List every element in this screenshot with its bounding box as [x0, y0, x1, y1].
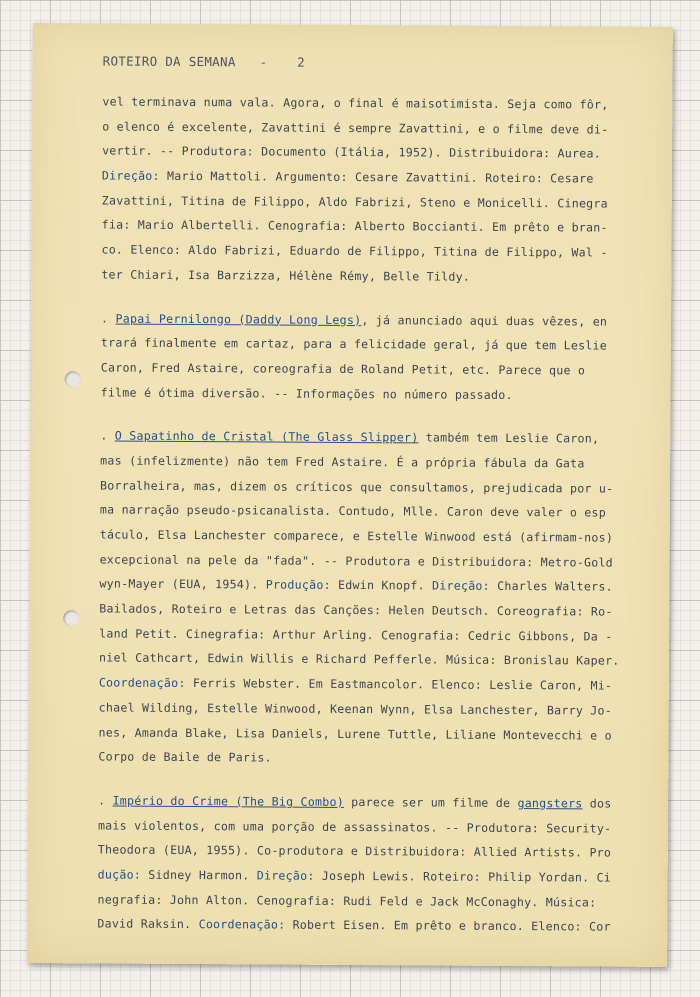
punch-hole-top [65, 371, 81, 387]
text-line: Borralheira, mas, dizem os críticos que consultamos, prejudicada por u- [100, 478, 614, 496]
punch-hole-bottom [63, 610, 79, 626]
page-number: 2 [297, 54, 306, 70]
text-line: land Petit. Cinegrafia: Arthur Arling. Cenografia: Cedric Gibbons, Da - [99, 626, 613, 644]
paragraph-1 [101, 89, 670, 290]
typewritten-page [27, 23, 673, 967]
text-line: co. Elenco: Aldo Fabrizi, Eduardo de Filippo, Titina de Filippo, Wal - [101, 242, 608, 260]
text-line: táculo, Elsa Lanchester comparece, e Estelle Winwood está (afirmam-nos) [99, 527, 614, 545]
text-line: David Raksin. Coordenação: Robert Eisen. Em prêto e branco. Elenco: Cor [97, 916, 611, 934]
text-line: wyn-Mayer (EUA, 1954). Produção: Edwin Knopf. Direção: Charles Walters. [99, 576, 613, 594]
text-line: negrafia: John Alton. Cenografia: Rudi Feld e Jack McConaghy. Música: [97, 892, 597, 910]
text-line: mas (infelizmente) não tem Fred Astaire. É a própria fábula da Gata [100, 453, 585, 471]
header-separator: - [259, 54, 268, 70]
text-line: dução: Sidney Harmon. Direção: Joseph Lewis. Roteiro: Philip Yordan. Ci [97, 867, 612, 885]
text-line: Coordenação: Ferris Webster. Em Eastmancolor. Elenco: Leslie Caron, Mi- [98, 675, 613, 693]
text-line: . Papai Pernilongo (Daddy Long Legs), já anunciado aqui duas vêzes, en [101, 310, 608, 329]
text-line: vertir. -- Produtora: Documento (Itália, 1952). Distribuidora: Aurea. [102, 143, 602, 161]
document-body [97, 89, 670, 939]
text-line: ter Chiari, Isa Barzizza, Hélène Rémy, Belle Tildy. [101, 267, 471, 284]
text-line: nes, Amanda Blake, Lisa Daniels, Lurene Tuttle, Liliane Montevecchi e o [98, 724, 612, 743]
text-line: Corpo de Baile de Paris. [98, 749, 272, 765]
text-line: chael Wilding, Estelle Winwood, Keenan Wynn, Elsa Lanchester, Barry Jo- [98, 700, 613, 718]
header-title: ROTEIRO DA SEMANA [102, 53, 236, 70]
text-line: trará finalmente em cartaz, para a felicidade geral, já que tem Leslie [100, 335, 608, 353]
text-line: Theodora (EUA, 1955). Co-produtora e Distribuidora: Allied Artists. Pro [97, 842, 612, 860]
text-line: niel Cathcart, Edwin Willis e Richard Pefferle. Música: Bronislau Kaper. [98, 650, 620, 669]
text-line: excepcional na pele da "fada". -- Produtora e Distribuidora: Metro-Gold [99, 552, 613, 570]
page-header [103, 53, 305, 69]
text-line: filme é ótima diversão. -- Informações no número passado. [100, 385, 513, 402]
paragraph-3 [98, 424, 668, 773]
text-line: . O Sapatinho de Cristal (The Glass Slipper) também tem Leslie Caron, [100, 428, 600, 446]
text-line: Direção: Mario Mattoli. Argumento: Cesare Zavattini. Roteiro: Cesare [101, 168, 594, 186]
text-line: ma narração pseudo-psicanalista. Contudo, Mlle. Caron deve valer o esp [99, 502, 607, 520]
text-line: o elenco é excelente, Zavattini é sempre Zavattini, e o filme deve di- [102, 119, 609, 137]
text-line: . Império do Crime (The Big Combo) parece ser um filme de gangsters dos [98, 793, 612, 811]
text-line: Bailados, Roteiro e Letras das Canções: Helen Deutsch. Coreografia: Ro- [99, 601, 613, 619]
text-line: fia: Mario Albertelli. Cenografia: Alberto Boccianti. Em prêto e bran- [101, 217, 608, 236]
text-line: Zavattini, Titina de Filippo, Aldo Fabrizi, Steno e Monicelli. Cinegra [101, 193, 608, 211]
paragraph-4 [97, 788, 666, 940]
paragraph-2 [101, 306, 670, 408]
text-line: mais violentos, com uma porção de assassinatos. -- Produtora: Security- [97, 818, 612, 836]
text-line: Caron, Fred Astaire, coreografia de Roland Petit, etc. Parece que o [100, 360, 586, 378]
text-line: vel terminava numa vala. Agora, o final é maisotimista. Seja como fôr, [102, 94, 609, 112]
